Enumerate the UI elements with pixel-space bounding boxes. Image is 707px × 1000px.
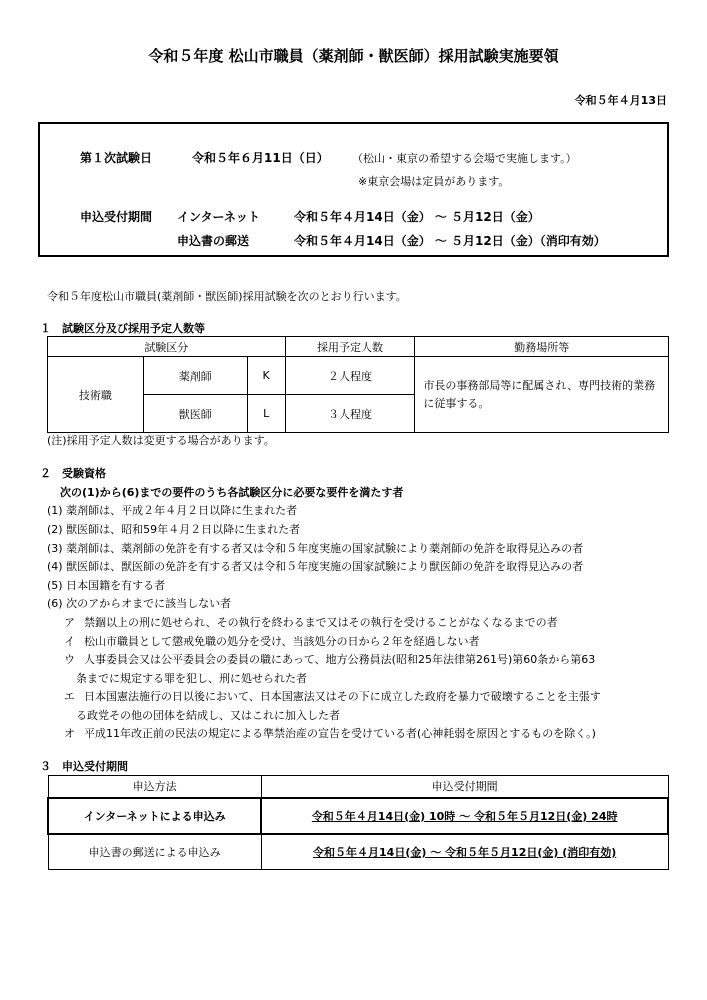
- exam-code: K: [247, 357, 285, 395]
- list-item: (3) 薬剤師は、薬剤師の免許を有する者又は令和５年度実施の国家試験により薬剤師の免許を取得見込みの者: [47, 542, 584, 555]
- section1-note: (注)採用予定人数は変更する場合があります。: [47, 434, 275, 447]
- list-item: (1) 薬剤師は、平成２年４月２日以降に生まれた者: [47, 504, 298, 517]
- table-row: [48, 357, 669, 395]
- mail-label: 申込書の郵送: [177, 234, 250, 248]
- subitem-text: 人事委員会又は公平委員会の委員の職にあって、地方公務員法(昭和25年法律第261号)第60条から第63: [84, 653, 596, 666]
- header-exam-category: 試験区分: [48, 337, 286, 357]
- tokyo-note: ※東京会場は定員があります。: [358, 175, 510, 188]
- header-planned-count: 採用予定人数: [285, 337, 415, 357]
- application-label: 申込受付期間: [80, 210, 153, 224]
- period-internet: 令和５年４月14日(金) 10時 ～ 令和５年５月12日(金) 24時: [261, 798, 668, 834]
- category-cell: 技術職: [48, 357, 144, 433]
- table-header-row: [48, 776, 668, 798]
- planned-count: ２人程度: [285, 357, 415, 395]
- internet-label: インターネット: [177, 210, 260, 224]
- subitem-text: 日本国憲法施行の日以後において、日本国憲法又はその下に成立した政府を暴力で破壊することを主張す: [84, 690, 601, 703]
- first-exam-note: （松山・東京の希望する会場で実施します。）: [352, 152, 577, 165]
- subitem-text: 平成11年改正前の民法の規定による準禁治産の宣告を受けている者(心神耗弱を原因とするものを除く。): [84, 727, 596, 740]
- planned-count: ３人程度: [285, 395, 415, 433]
- table-row: [48, 798, 668, 834]
- first-exam-label: 第１次試験日: [80, 151, 153, 165]
- subitem-text-cont: 条までに規定する罪を犯し、刑に処せられた者: [76, 672, 307, 685]
- mail-period: 令和５年４月14日（金） ～ ５月12日（金）（消印有効）: [294, 234, 606, 248]
- header-method: 申込方法: [48, 776, 261, 798]
- period-mail: 令和５年４月14日(金) ～ 令和５年５月12日(金) (消印有効): [261, 834, 668, 870]
- internet-period: 令和５年４月14日（金） ～ ５月12日（金）: [294, 210, 540, 224]
- list-item: (6) 次のアからオまでに該当しない者: [47, 597, 232, 610]
- header-workplace: 勤務場所等: [415, 337, 669, 357]
- list-item: (5) 日本国籍を有する者: [47, 579, 166, 592]
- subitem-text-cont: る政党その他の団体を結成し、又はこれに加入した者: [76, 709, 340, 722]
- subitem-text: 禁錮以上の刑に処せられ、その執行を終わるまで又はその執行を受けることがなくなるまでの者: [84, 616, 558, 629]
- subitem-mark: オ: [64, 727, 75, 740]
- exam-code: L: [247, 395, 285, 433]
- section1-heading: １ 試験区分及び採用予定人数等: [40, 322, 205, 335]
- exam-name: 獣医師: [143, 395, 247, 433]
- subitem-mark: ウ: [64, 653, 75, 666]
- table-row: [48, 834, 668, 870]
- section2-heading: ２ 受験資格: [40, 467, 106, 480]
- first-exam-date: 令和５年６月11日（日）: [192, 151, 329, 165]
- page-title: 令和５年度 松山市職員（薬剤師・獣医師）採用試験実施要領: [148, 47, 559, 65]
- table-header-row: [48, 337, 669, 357]
- list-item: (2) 獣医師は、昭和59年４月２日以降に生まれた者: [47, 523, 301, 536]
- exam-name: 薬剤師: [143, 357, 247, 395]
- section2-lead: 次の(1)から(6)までの要件のうち各試験区分に必要な要件を満たす者: [60, 486, 404, 499]
- summary-box: [38, 122, 669, 257]
- intro-text: 令和５年度松山市職員(薬剤師・獣医師)採用試験を次のとおり行います。: [47, 290, 407, 303]
- issue-date: 令和５年４月13日: [574, 94, 667, 107]
- section3-table: [47, 775, 669, 870]
- subitem-mark: イ: [64, 635, 75, 648]
- subitem-mark: エ: [64, 690, 75, 703]
- subitem-mark: ア: [64, 616, 75, 629]
- section1-table: [47, 336, 669, 433]
- section3-heading: ３ 申込受付期間: [40, 760, 128, 773]
- subitem-text: 松山市職員として懲戒免職の処分を受け、当該処分の日から２年を経過しない者: [84, 635, 480, 648]
- list-item: (4) 獣医師は、獣医師の免許を有する者又は令和５年度実施の国家試験により獣医師の免許を取得見込みの者: [47, 560, 584, 573]
- method-internet: インターネットによる申込み: [48, 798, 261, 834]
- method-mail: 申込書の郵送による申込み: [48, 834, 261, 870]
- header-period: 申込受付期間: [261, 776, 668, 798]
- workplace-cell: 市長の事務部局等に配属され、専門技術的業務に従事する。: [415, 357, 669, 433]
